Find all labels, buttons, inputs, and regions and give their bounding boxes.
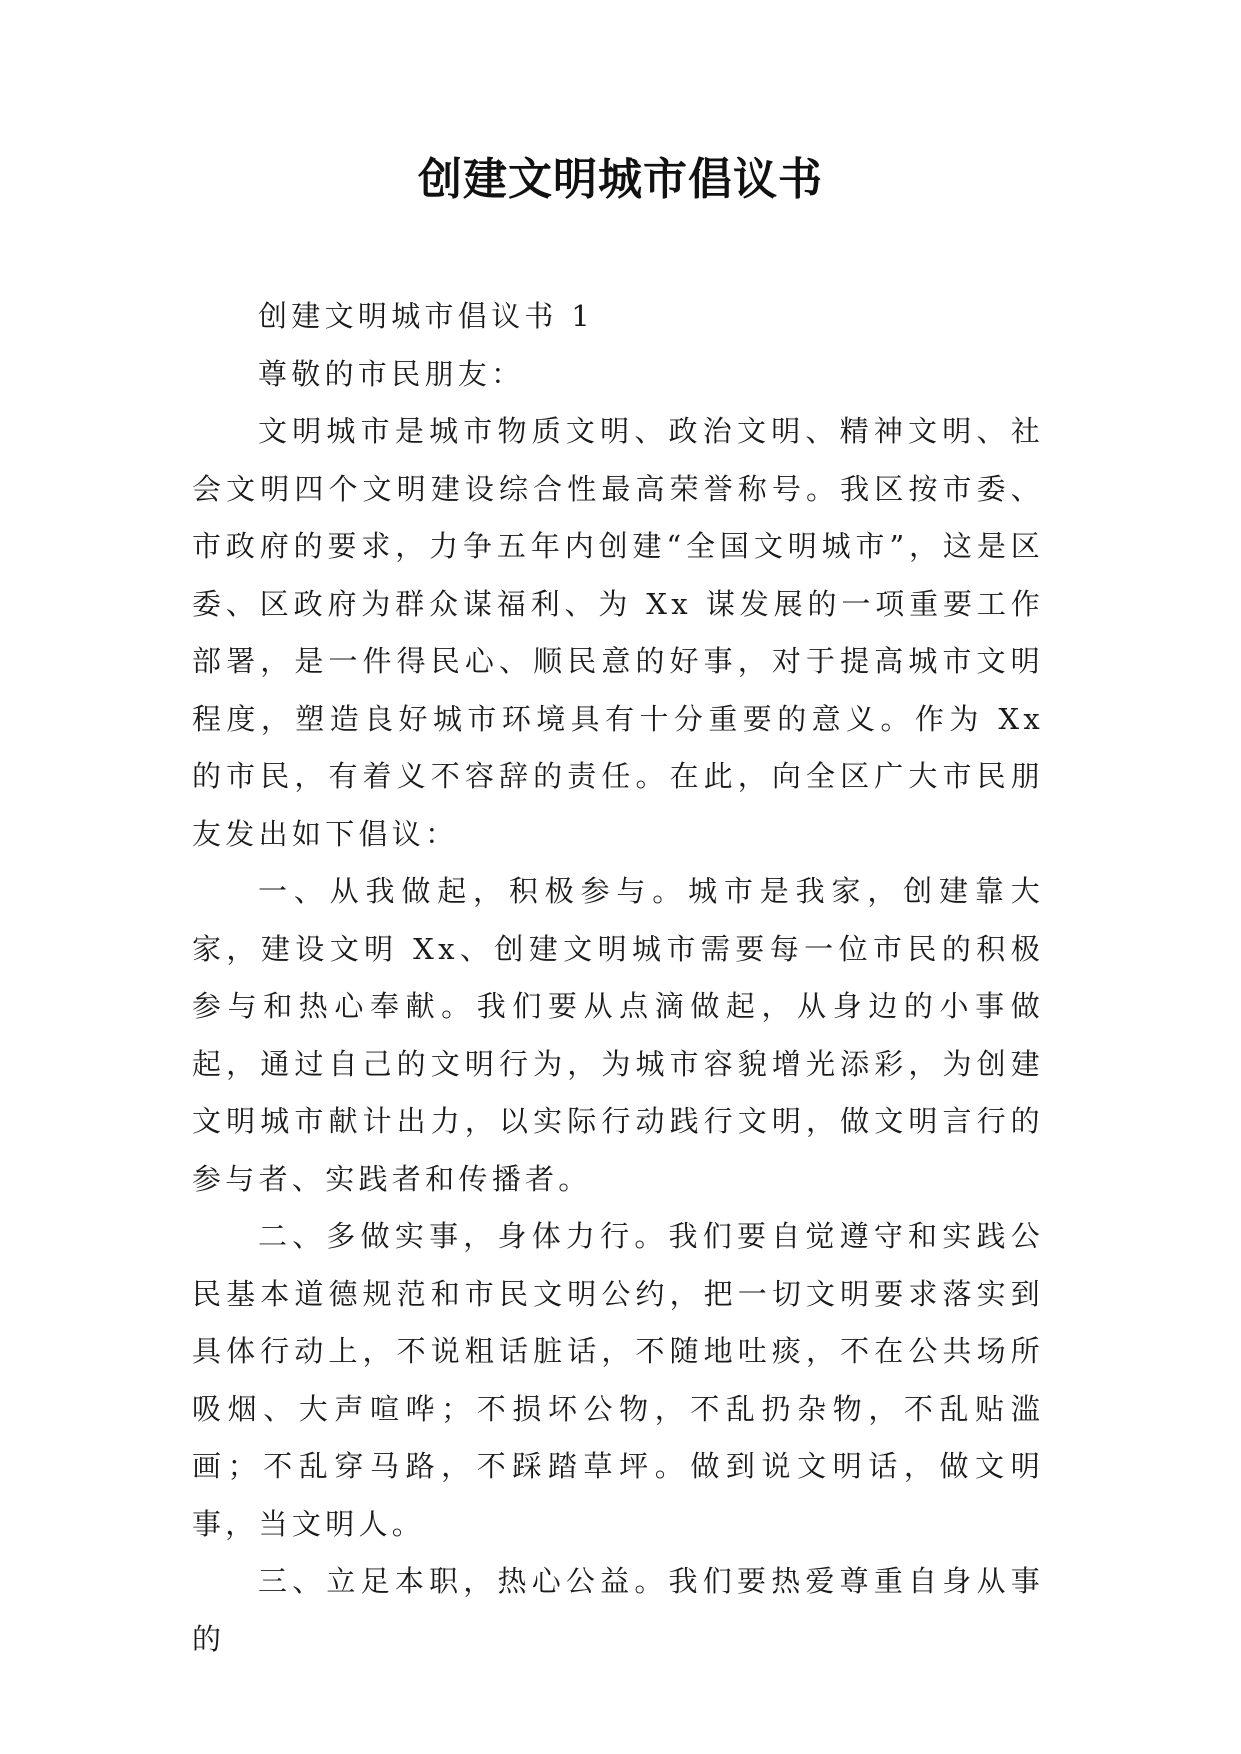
document-title: 创建文明城市倡议书 bbox=[418, 154, 823, 205]
document-body bbox=[192, 288, 1044, 1668]
intro-paragraph: 文明城市是城市物质文明、政治文明、精神文明、社会文明四个文明建设综合性最高荣誉称号。我区按市委、市政府的要求，力争五年内创建“全国文明城市”，这是区委、区政府为群众谋福利、为 Xx 谋发展的一项重要工作部署，是一件得民心、顺民意的好事，对于提高城市文明程度，塑造良好城市环境具有十分重要的意义。作为 Xx 的市民，有着义不容辞的责任。在此，向全区广大市民朋友发出如下倡议： bbox=[192, 414, 1044, 851]
salutation-paragraph: 尊敬的市民朋友： bbox=[258, 356, 525, 391]
proposal-1-paragraph: 一、从我做起，积极参与。城市是我家，创建靠大家，建设文明 Xx、创建文明城市需要每一位市民的积极参与和热心奉献。我们要从点滴做起，从身边的小事做起，通过自己的文明行为，为城市容貌增光添彩，为创建文明城市献计出力，以实际行动践行文明，做文明言行的参与者、实践者和传播者。 bbox=[192, 874, 1044, 1196]
proposal-2-paragraph: 二、多做实事，身体力行。我们要自觉遵守和实践公民基本道德规范和市民文明公约，把一切文明要求落实到具体行动上，不说粗话脏话，不随地吐痰，不在公共场所吸烟、大声喧哗；不损坏公物，不乱扔杂物，不乱贴滥画；不乱穿马路，不踩踏草坪。做到说文明话，做文明事，当文明人。 bbox=[192, 1219, 1044, 1541]
subtitle-paragraph: 创建文明城市倡议书 1 bbox=[258, 299, 594, 333]
proposal-3-paragraph: 三、立足本职，热心公益。我们要热爱尊重自身从事的 bbox=[192, 1564, 1044, 1656]
